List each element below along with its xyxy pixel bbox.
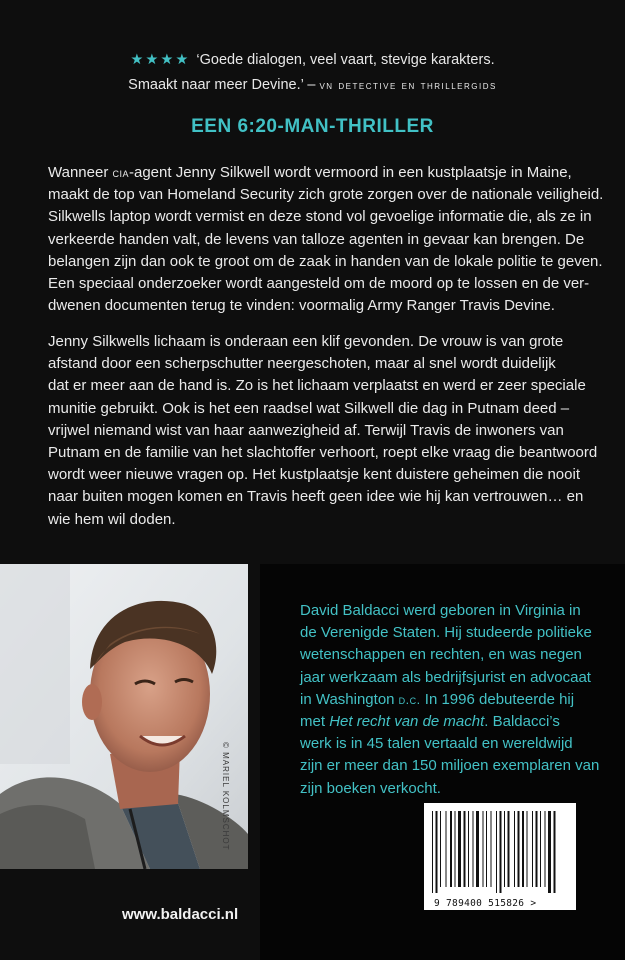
bio-line: de Verenigde Staten. Hij studeerde politieke	[300, 624, 592, 642]
barcode-bar	[548, 811, 551, 893]
blurb-line: wordt weer nieuwe vragen op. Het kustplaatsje kent duistere geheimen die nooit	[48, 466, 580, 484]
blurb-line: dwenen documenten terug te vinden: voormalig Army Ranger Travis Devine.	[48, 297, 555, 315]
barcode-bar	[483, 811, 484, 887]
barcode-bar	[532, 811, 533, 887]
blurb-paragraph-1	[48, 162, 604, 317]
bio-line: werk is in 45 talen vertaald en wereldwijd	[300, 735, 573, 753]
barcode-bar	[464, 811, 466, 887]
blurb-line: munitie gebruikt. Ook is het een raadsel wat Silkwell die dag in Putnam deed –	[48, 399, 570, 417]
barcode-bar	[514, 811, 515, 887]
barcode-bar	[500, 811, 502, 893]
barcode-bar	[440, 811, 441, 887]
bio-line: in Washington d.c. In 1996 debuteerde hij	[300, 690, 575, 708]
barcode-bar	[473, 811, 474, 887]
barcode-bar	[455, 811, 456, 887]
barcode-bar	[540, 811, 541, 887]
barcode-bar	[432, 811, 433, 893]
blurb-line: verkeerde handen valt, de levens van talloze agenten in gevaar kan brengen. De	[48, 230, 585, 248]
barcode-bar	[446, 811, 447, 887]
blurb-line: Een speciaal onderzoeker wordt aangesteld om de moord op te lossen en de ver-	[48, 275, 590, 293]
blurb-line: Silkwells laptop wordt vermist en deze stond vol gevoelige informatie die, als ze in	[48, 208, 592, 226]
back-cover-bottom	[0, 552, 625, 960]
quote-source: vn detective en thrillergids	[319, 78, 497, 92]
bio-line: wetenschappen en rechten, en was negen	[300, 646, 582, 664]
barcode-bar	[536, 811, 538, 887]
blurb-line: naar buiten mogen komen en Travis heeft geen idee wie hij kan vertrouwen… en	[48, 488, 584, 506]
review-quote-line-2	[0, 77, 625, 93]
barcode-bar	[527, 811, 528, 887]
barcode-bar	[545, 811, 546, 887]
blurb-paragraph-2	[48, 331, 598, 531]
isbn-barcode	[424, 803, 576, 910]
blurb-line: belangen zijn dan ook te groot om de zaak in handen van de lokale politie te geven.	[48, 252, 603, 270]
barcode-bar	[476, 811, 479, 887]
barcode-bar	[468, 811, 469, 887]
blurb-line: vrijwel niemand wist van haar aanwezigheid af. Terwijl Travis de inwoners van	[48, 421, 564, 439]
review-quote-line-1	[0, 52, 625, 68]
author-portrait-image	[0, 564, 248, 869]
barcode-bar	[496, 811, 497, 893]
series-subtitle: EEN 6:20-MAN-THRILLER	[191, 116, 434, 137]
quote-text-2: Smaakt naar meer Devine.’ –	[128, 77, 316, 93]
bio-line: zijn er meer dan 150 miljoen exemplaren van	[300, 757, 600, 775]
barcode-bar	[450, 811, 452, 887]
quote-text-1: ‘Goede dialogen, veel vaart, stevige karakters.	[196, 52, 495, 68]
barcode-bar	[522, 811, 524, 887]
blurb-line: afstand door een scherpschutter neergeschoten, maar al snel wordt duidelijk	[48, 355, 556, 373]
barcode-bar	[486, 811, 487, 887]
bio-line: zijn boeken verkocht.	[300, 779, 441, 797]
author-bio-panel	[260, 564, 625, 960]
blurb-line: Wanneer cia-agent Jenny Silkwell wordt vermoord in een kustplaatsje in Maine,	[48, 164, 572, 181]
barcode-bar	[458, 811, 461, 887]
author-bio	[300, 600, 625, 800]
barcode-bar	[518, 811, 520, 887]
blurb-line: maakt de top van Homeland Security zich grote zorgen over de nationale veiligheid.	[48, 186, 604, 204]
bio-line: met Het recht van de macht. Baldacci’s	[300, 713, 560, 731]
barcode-bar	[554, 811, 556, 893]
bio-line: jaar werkzaam als bedrijfsjurist en advocaat	[300, 668, 591, 686]
barcode-bars	[424, 803, 576, 895]
barcode-bar	[491, 811, 492, 887]
rating-stars: ★★★★	[130, 52, 191, 68]
blurb-line: wie hem wil doden.	[48, 510, 176, 528]
photo-credit: © MARIEL KOLMSCHOT	[221, 742, 230, 851]
blurb-line: Jenny Silkwells lichaam is onderaan een klif gevonden. De vrouw is van grote	[48, 333, 564, 350]
isbn-number: 9 789400 515826 >	[434, 898, 537, 909]
barcode-bar	[504, 811, 505, 887]
author-photo	[0, 564, 248, 869]
barcode-bar	[508, 811, 510, 887]
barcode-bar	[436, 811, 438, 893]
bio-line: David Baldacci werd geboren in Virginia in	[300, 602, 581, 619]
blurb-line: Putnam en de familie van het slachtoffer verhoort, roept elke vraag die beantwoord	[48, 444, 598, 462]
website-link[interactable]: www.baldacci.nl	[122, 906, 239, 923]
blurb-line: dat er meer aan de hand is. Zo is het lichaam verplaatst en werd er zeer speciale	[48, 377, 586, 395]
